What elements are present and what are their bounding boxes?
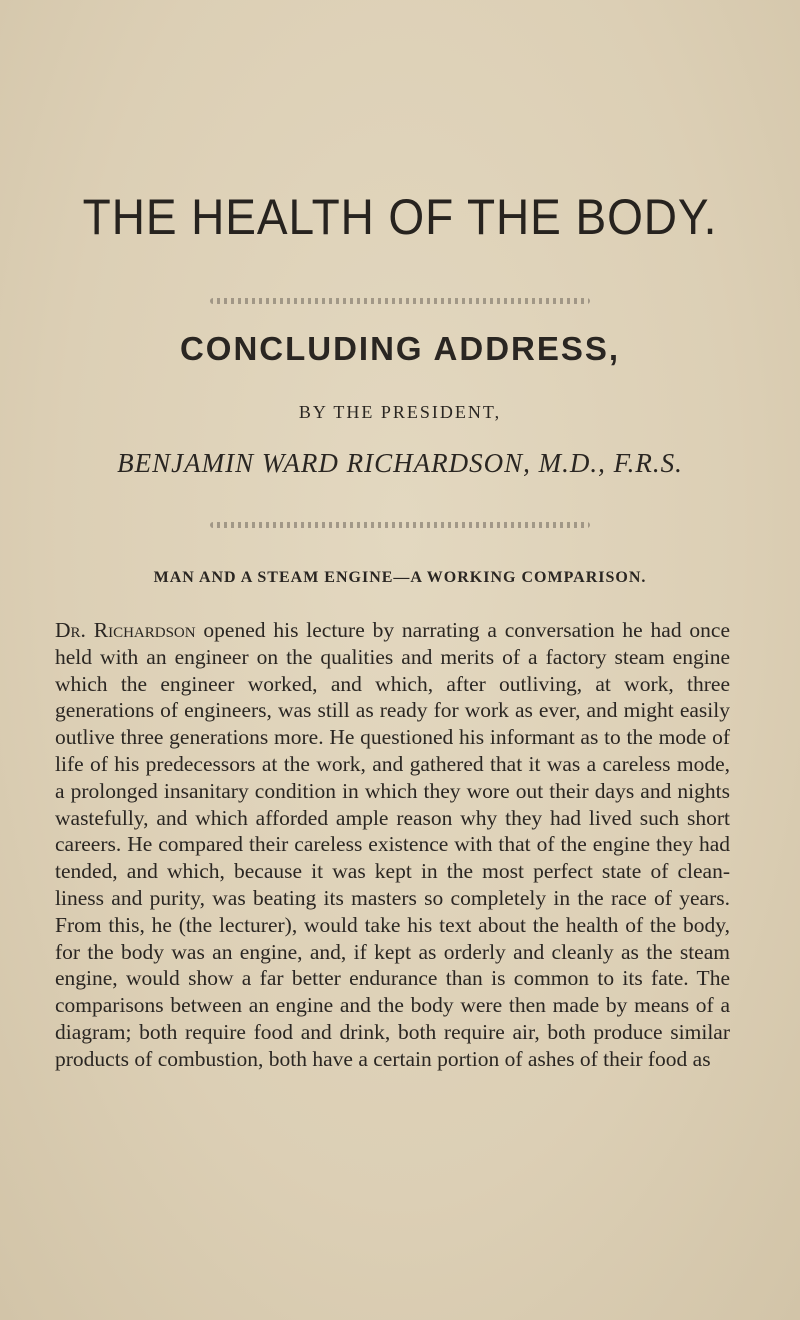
page-title: THE HEALTH OF THE BODY. [82, 189, 718, 245]
address-subtitle: CONCLUDING ADDRESS, [179, 330, 621, 367]
section-heading: MAN AND A STEAM ENGINE—A WORKING COMPARISON. [153, 569, 647, 586]
ornamental-rule-top [210, 298, 590, 304]
author-name: BENJAMIN WARD RICHARDSON, M.D., F.R.S. [117, 448, 683, 478]
paragraph-body: opened his lecture by narrating a conversation he had once held with an engineer on the qualities and merits of a factory steam engine which the engineer worked, and which, after outliving, at work, three generations of engineers, was still as ready for work as ever, and might easily outlive three generations more. He questioned his informant as to the mode of life of his predecessors at the work, and gathered that it was a careless mode, a prolonged insanitary condition in which they wore out their days and nights wastefully, and which afforded ample reason why they had lived such short careers. He compared their careless existence with that of the engine they had tended, and which, because it was kept in the most perfect state of clean-liness and purity, was beating its masters so completely in the race of years. From this, he (the lecturer), would take his text about the health of the body, for the body was an engine, and, if kept as orderly and cleanly as the steam engine, would show a far better endurance than is common to its fate. The comparisons between an engine and the body were then made by means of a diagram; both require food and drink, both require air, both produce similar products of combustion, both have a certain portion of ashes of their food as [55, 618, 730, 1071]
byline: BY THE PRESIDENT, [298, 402, 502, 422]
ornamental-rule-bottom [210, 522, 590, 528]
body-paragraph [55, 617, 730, 1073]
paragraph-lead: Dr. Richardson [55, 618, 196, 642]
